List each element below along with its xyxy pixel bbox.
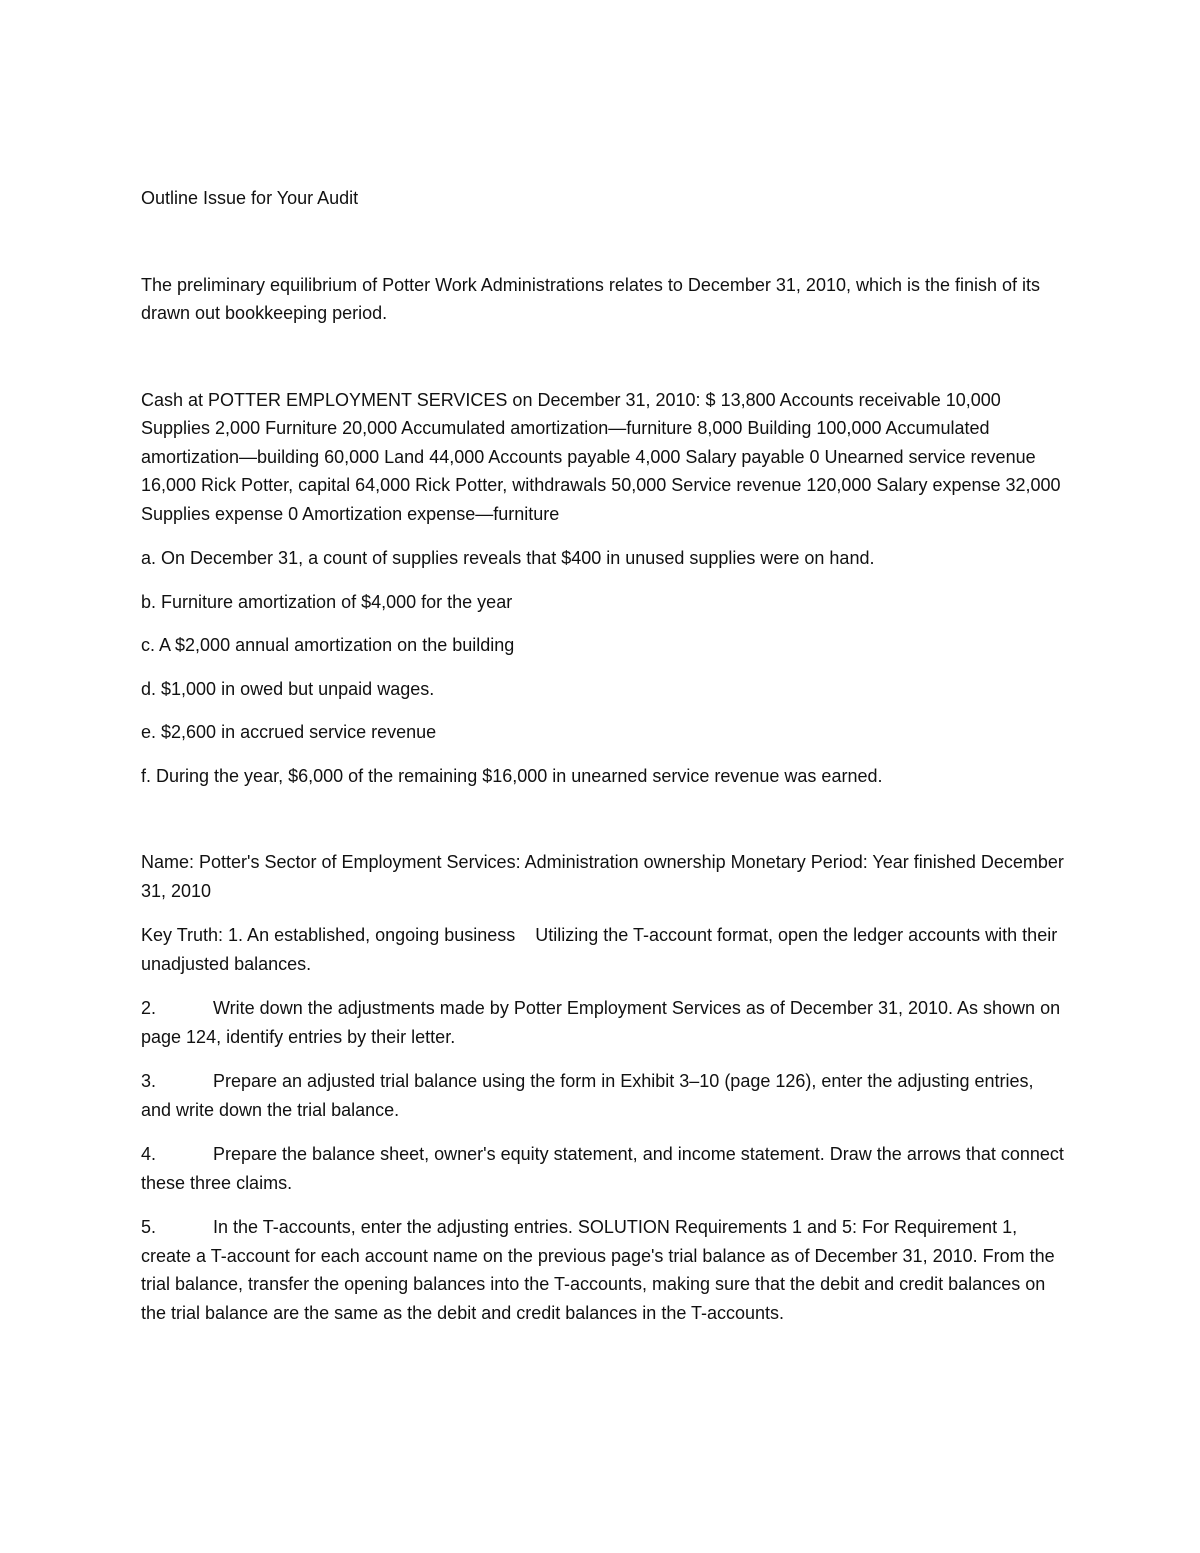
requirement-number: 3.	[141, 1071, 157, 1091]
adjustment-item-c: c. A $2,000 annual amortization on the building	[141, 635, 515, 655]
document-page	[141, 184, 1066, 1327]
adjustment-item-f: f. During the year, $6,000 of the remaining $16,000 in unearned service revenue was earned.	[141, 765, 883, 786]
name-paragraph: Name: Potter's Sector of Employment Services: Administration ownership Monetary Period: Year finished December 31, 2010	[141, 852, 1064, 901]
requirement-text: Prepare an adjusted trial balance using the form in Exhibit 3–10 (page 126), enter the adjusting entries, and write down the trial balance.	[141, 1071, 1034, 1120]
adjustment-item-a: a. On December 31, a count of supplies reveals that $400 in unused supplies were on hand.	[141, 548, 875, 568]
requirement-5	[141, 1213, 1066, 1327]
adjustment-item-e: e. $2,600 in accrued service revenue	[141, 722, 437, 742]
adjustment-item-b: b. Furniture amortization of $4,000 for the year	[141, 591, 513, 612]
requirement-text: Write down the adjustments made by Potter Employment Services as of December 31, 2010. As shown on page 124, identify entries by their letter.	[141, 998, 1061, 1047]
requirement-2	[141, 994, 1066, 1051]
intro-paragraph: The preliminary equilibrium of Potter Work Administrations relates to December 31, 2010, which is the finish of its drawn out bookkeeping period.	[141, 274, 1041, 323]
cash-balances-paragraph: Cash at POTTER EMPLOYMENT SERVICES on December 31, 2010: $ 13,800 Accounts receivable 10,000 Supplies 2,000 Furniture 20,000 Accumulated amortization—furniture 8,000 Building 100,000 Accumulated amortization—building 60,000 Land 44,000 Accounts payable 4,000 Salary payable 0 Unearned service revenue 16,000 Rick Potter, capital 64,000 Rick Potter, withdrawals 50,000 Service revenue 120,000 Salary expense 32,000 Supplies expense 0 Amortization expense—furniture	[141, 389, 1061, 524]
requirement-4	[141, 1140, 1066, 1197]
adjustment-item-d: d. $1,000 in owed but unpaid wages.	[141, 678, 435, 699]
requirement-number: 4.	[141, 1144, 157, 1164]
key-truth-paragraph: Key Truth: 1. An established, ongoing business Utilizing the T-account format, open the ledger accounts with their unadjusted balances.	[141, 925, 1063, 974]
requirement-3	[141, 1067, 1066, 1124]
requirement-number: 2.	[141, 998, 157, 1018]
requirement-number: 5.	[141, 1217, 157, 1237]
document-title: Outline Issue for Your Audit	[141, 188, 359, 208]
requirement-text: In the T-accounts, enter the adjusting entries. SOLUTION Requirements 1 and 5: For Requirement 1, create a T-account for each account name on the previous page's trial balance as of December 31, 2010. From the trial balance, transfer the opening balances into the T-accounts, making sure that the debit and credit balances on the trial balance are the same as the debit and credit balances in the T-accounts.	[141, 1217, 1055, 1323]
requirement-text: Prepare the balance sheet, owner's equity statement, and income statement. Draw the arrows that connect these three claims.	[141, 1144, 1064, 1193]
